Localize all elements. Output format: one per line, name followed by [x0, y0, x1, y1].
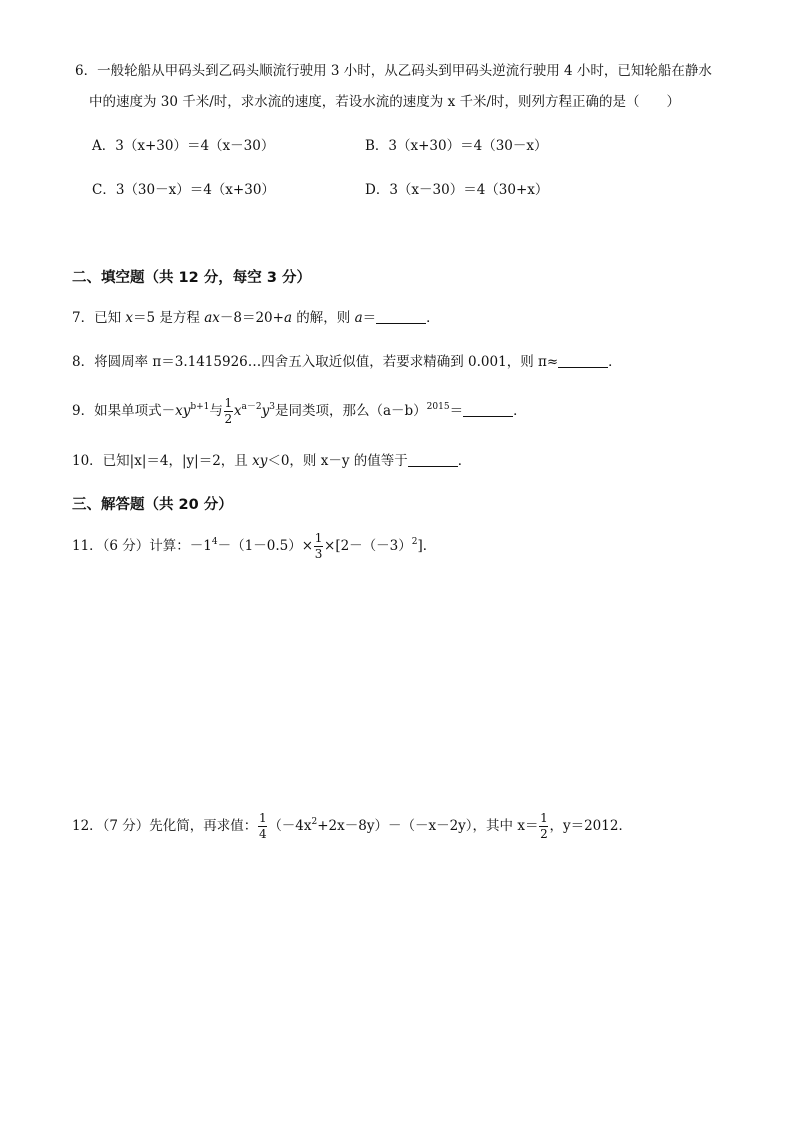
q7-mid2: －8＝20+	[219, 310, 284, 326]
q10-answer-blank[interactable]	[408, 454, 458, 467]
q11-exp2: 2	[411, 537, 418, 547]
q7-mid1: ＝5 是方程	[133, 310, 205, 326]
q6-option-c[interactable]: C．3（30－x）＝4（x+30）	[92, 182, 275, 198]
q11-exp1: 4	[211, 537, 218, 547]
q12-fraction2	[539, 812, 548, 841]
q9-exp1: b+1	[190, 402, 210, 412]
q11-end: ]．	[417, 538, 437, 554]
q12-mid1: （－4x	[268, 818, 312, 834]
q12-frac1-num: 1	[258, 811, 267, 825]
q12-frac2-num: 1	[540, 811, 548, 825]
q10-var: xy	[252, 453, 268, 469]
q12-pre: 12．（7 分）先化简，再求值：	[72, 818, 258, 834]
q11-mid: －（1－0.5）×	[217, 538, 314, 554]
q6-line2: 中的速度为 30 千米/时，求水流的速度，若设水流的速度为 x 千米/时，则列方程正确的是（ ）	[89, 94, 681, 110]
q7-line	[72, 309, 440, 327]
q8-text: 8．将圆周率 π＝3.1415926…四舍五入取近似值，若要求精确到 0.001，则 π≈	[72, 354, 559, 370]
q8-answer-blank[interactable]	[558, 355, 608, 368]
q11-post: ×[2－（－3）	[324, 538, 412, 554]
q7-end: ．	[426, 310, 440, 326]
q9-pre: 9．如果单项式－	[72, 403, 176, 419]
q12-end: ，y＝2012．	[549, 818, 632, 834]
q11-pre: 11．（6 分）计算：－1	[72, 538, 212, 554]
q9-xy: xy	[175, 403, 191, 419]
q6-option-d[interactable]: D．3（x－30）＝4（30+x）	[365, 182, 549, 198]
q11-frac-num: 1	[314, 531, 323, 545]
q6-option-b[interactable]: B．3（x+30）＝4（30－x）	[365, 138, 548, 154]
q9-line	[72, 397, 527, 426]
q9-frac-num: 1	[224, 396, 233, 410]
q8-line	[72, 353, 622, 371]
q10-end: ．	[457, 453, 472, 469]
q9-frac-den: 2	[224, 412, 233, 426]
q9-y2: y	[261, 403, 270, 419]
q8-end: ．	[608, 354, 622, 370]
q9-exp4: 2015	[426, 402, 450, 412]
q11-line	[72, 532, 436, 561]
q9-exp2: a－2	[241, 402, 262, 412]
q9-x2: x	[233, 403, 242, 419]
q11-fraction	[314, 532, 323, 561]
q10-pre: 10．已知|x|＝4，|y|＝2，且	[72, 453, 253, 469]
q6-option-a[interactable]: A．3（x+30）＝4（x－30）	[92, 138, 275, 154]
q6-line1: 6．一般轮船从甲码头到乙码头顺流行驶用 3 小时，从乙码头到甲码头逆流行驶用 4 小时，已知轮船在静水	[75, 63, 712, 79]
q9-fraction	[224, 397, 233, 426]
q12-line	[72, 812, 632, 841]
q10-line	[72, 452, 471, 470]
section3-title: 三、解答题（共 20 分）	[72, 497, 233, 513]
section2-title: 二、填空题（共 12 分，每空 3 分）	[72, 270, 311, 286]
q7-pre: 7．已知	[72, 310, 126, 326]
q9-exp3: 3	[269, 402, 275, 412]
q9-mid2: 是同类项，那么（a－b）	[274, 403, 427, 419]
q9-post: ＝	[449, 403, 464, 419]
q7-post: ＝	[362, 310, 377, 326]
q12-frac1-den: 4	[258, 827, 267, 841]
q9-answer-blank[interactable]	[463, 404, 513, 417]
q12-fraction1	[258, 812, 267, 841]
q12-frac2-den: 2	[540, 827, 548, 841]
q12-exp1: 2	[311, 817, 318, 827]
q11-frac-den: 3	[314, 547, 323, 561]
q12-mid2: +2x－8y）－（－x－2y），其中 x＝	[317, 818, 539, 834]
q7-mid3: 的解，则	[292, 310, 355, 326]
q9-end: ．	[513, 403, 527, 419]
q7-answer-blank[interactable]	[376, 311, 426, 324]
q9-mid: 与	[209, 403, 223, 419]
q7-var-ax: ax	[204, 310, 220, 326]
q7-var-x: x	[125, 310, 134, 326]
q10-mid: ＜0，则 x－y 的值等于	[267, 453, 408, 469]
q7-var-a2: a	[354, 310, 363, 326]
q7-var-a: a	[283, 310, 293, 326]
